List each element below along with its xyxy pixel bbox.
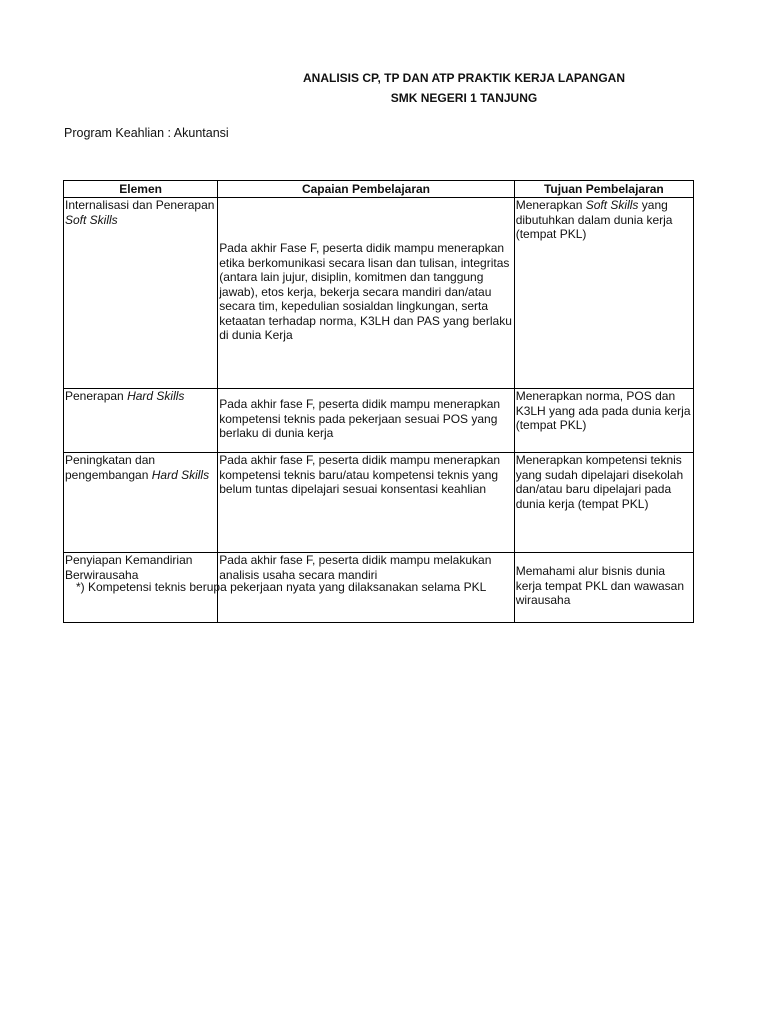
- tujuan-text: Menerapkan norma, POS dan K3LH yang ada pada dunia kerja (tempat PKL): [515, 389, 691, 432]
- elemen-emphasis: Hard Skills: [127, 389, 185, 403]
- tujuan-text: Menerapkan: [515, 198, 586, 212]
- header-capaian: Capaian Pembelajaran: [218, 181, 514, 198]
- elemen-cell: [64, 389, 218, 453]
- elemen-text: Peningkatan dan pengembangan: [65, 453, 156, 482]
- header-tujuan: Tujuan Pembelajaran: [514, 181, 693, 198]
- elemen-text: Penerapan: [65, 389, 128, 403]
- table-row: [64, 453, 694, 553]
- table-row: [64, 198, 694, 389]
- capaian-cell: Pada akhir fase F, peserta didik mampu menerapkan kompetensi teknis pada pekerjaan sesuai POS yang berlaku di dunia kerja: [218, 389, 514, 453]
- tujuan-cell: [514, 389, 693, 453]
- elemen-cell: [64, 198, 218, 389]
- header-elemen: Elemen: [64, 181, 218, 198]
- school-name: SMK NEGERI 1 TANJUNG: [390, 91, 538, 105]
- table-row: [64, 389, 694, 453]
- capaian-cell: Pada akhir fase F, peserta didik mampu menerapkan kompetensi teknis baru/atau kompetensi teknis yang belum tuntas dipelajari sesuai konsentasi keahlian: [218, 453, 514, 553]
- footnote: *) Kompetensi teknis berupa pekerjaan nyata yang dilaksanakan selama PKL: [76, 580, 487, 594]
- table-header-row: [64, 181, 694, 198]
- tujuan-text: Memahami alur bisnis dunia kerja tempat PKL dan wawasan wirausaha: [515, 564, 685, 607]
- analysis-table: [63, 180, 694, 623]
- program-keahlian: Program Keahlian : Akuntansi: [64, 126, 229, 140]
- elemen-cell: [64, 453, 218, 553]
- elemen-emphasis: Hard Skills: [151, 467, 210, 482]
- tujuan-text: Menerapkan kompetensi teknis yang sudah dipelajari disekolah dan/atau baru dipelajari pada dunia kerja (tempat PKL): [515, 453, 684, 511]
- capaian-cell: Pada akhir Fase F, peserta didik mampu menerapkan etika berkomunikasi secara lisan dan tulisan, integritas (antara lain jujur, disiplin, komitmen dan tanggung jawab), etos kerja, bekerja secara mandiri dan/atau secara tim, kepedulian sosialdan lingkungan, serta ketaatan terhadap norma, K3LH dan PAS yang berlaku di dunia Kerja: [218, 198, 514, 389]
- elemen-emphasis: Soft Skills: [65, 212, 118, 227]
- capaian-cell: Pada akhir fase F, peserta didik mampu melakukan analisis usaha secara mandiri: [218, 553, 514, 623]
- elemen-text: Penyiapan Kemandirian Berwirausaha: [65, 553, 193, 582]
- tujuan-cell: [514, 198, 693, 389]
- tujuan-text-post: yang dibutuhkan dalam dunia kerja (tempat PKL): [515, 198, 673, 241]
- tujuan-emphasis: Soft Skills: [585, 198, 639, 212]
- elemen-text: Internalisasi dan Penerapan: [65, 198, 215, 212]
- tujuan-cell: [514, 453, 693, 553]
- tujuan-cell: [514, 553, 693, 623]
- document-title: ANALISIS CP, TP DAN ATP PRAKTIK KERJA LAPANGAN: [302, 71, 626, 85]
